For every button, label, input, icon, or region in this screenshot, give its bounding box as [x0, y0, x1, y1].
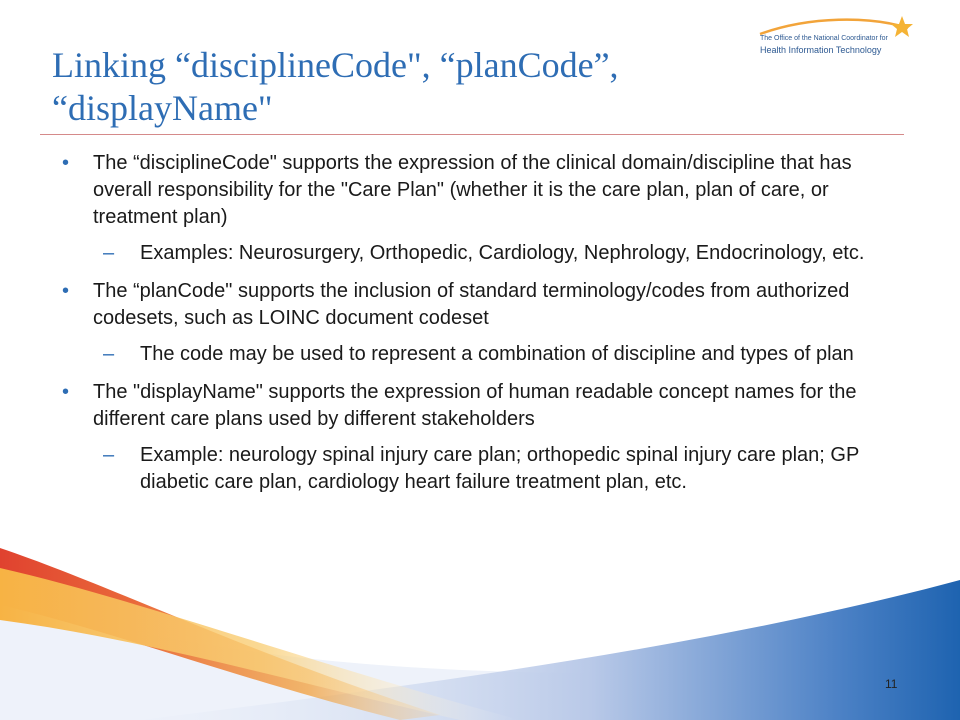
bullet-item — [62, 278, 912, 332]
sub-bullet-item — [103, 240, 912, 267]
sub-bullet-text: The code may be used to represent a combination of discipline and types of plan — [140, 343, 854, 365]
bullet-text: The “disciplineCode" supports the expression of the clinical domain/discipline that has overall responsibility for the "Care Plan" (whether it is the care plan, plan of care, or treatment plan) — [93, 152, 852, 228]
bullet-dot-icon: • — [62, 280, 70, 302]
sub-bullet-text: Example: neurology spinal injury care plan; orthopedic spinal injury care plan; GP diabetic care plan, cardiology heart failure treatment plan, etc. — [140, 444, 859, 493]
logo-line-2: Health Information Technology — [760, 45, 882, 55]
bullet-item — [62, 150, 912, 231]
onc-logo — [750, 14, 920, 64]
bullet-text: The “planCode" supports the inclusion of standard terminology/codes from authorized codesets, such as LOINC document codeset — [93, 280, 850, 329]
sub-bullet-text: Examples: Neurosurgery, Orthopedic, Cardiology, Nephrology, Endocrinology, etc. — [140, 242, 865, 264]
page-number: 11 — [885, 677, 898, 691]
title-divider — [40, 134, 904, 135]
bullet-dot-icon: • — [62, 381, 70, 403]
sub-bullet-item — [103, 341, 912, 368]
logo-arc — [760, 20, 908, 34]
slide-title: Linking “disciplineCode", “planCode”, “displayName" — [52, 45, 619, 128]
bullet-text: The "displayName" supports the expression of human readable concept names for the different care plans used by different stakeholders — [93, 381, 857, 430]
bullet-dot-icon: • — [62, 152, 70, 174]
bullet-list — [62, 150, 912, 507]
dash-icon: – — [103, 242, 115, 264]
sub-bullet-item — [103, 442, 912, 496]
star-icon — [891, 16, 913, 37]
dash-icon: – — [103, 444, 115, 466]
dash-icon: – — [103, 343, 115, 365]
logo-line-1: The Office of the National Coordinator for — [760, 35, 888, 42]
bullet-item — [62, 379, 912, 433]
